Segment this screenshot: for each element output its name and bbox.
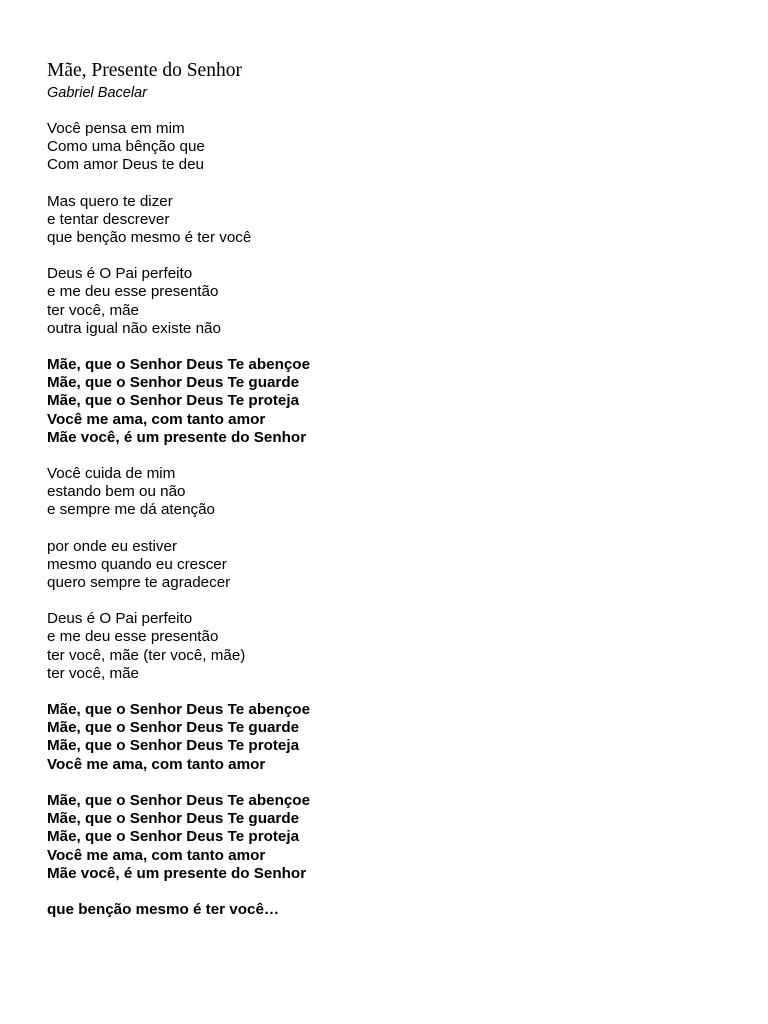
chorus-stanza xyxy=(47,901,727,919)
lyric-line: quero sempre te agradecer xyxy=(47,574,231,592)
lyric-line: por onde eu estiver xyxy=(47,537,178,555)
lyric-line: Mãe, que o Senhor Deus Te proteja xyxy=(47,737,300,755)
song-title: Mãe, Presente do Senhor xyxy=(47,60,242,81)
lyric-line: e sempre me dá atenção xyxy=(47,501,216,519)
lyric-line: mesmo quando eu crescer xyxy=(47,555,227,573)
lyric-line: Mãe, que o Senhor Deus Te abençoe xyxy=(47,791,311,809)
lyric-line: Mãe, que o Senhor Deus Te proteja xyxy=(47,392,300,410)
lyric-line: e me deu esse presentão xyxy=(47,283,219,301)
verse-stanza xyxy=(47,120,727,175)
lyric-line: Mãe, que o Senhor Deus Te proteja xyxy=(47,828,300,846)
lyric-line: Deus é O Pai perfeito xyxy=(47,265,193,283)
lyric-line: Deus é O Pai perfeito xyxy=(47,610,193,628)
lyric-line: que benção mesmo é ter você xyxy=(47,229,252,247)
lyric-line: Você pensa em mim xyxy=(47,120,185,137)
lyric-line: ter você, mãe xyxy=(47,664,140,682)
lyric-line: e me deu esse presentão xyxy=(47,628,219,646)
document-page xyxy=(47,58,727,937)
song-author: Gabriel Bacelar xyxy=(47,85,147,101)
lyric-line: estando bem ou não xyxy=(47,483,186,501)
lyrics-body xyxy=(47,120,727,919)
lyric-line: que benção mesmo é ter você… xyxy=(47,900,280,918)
lyric-line: Você cuida de mim xyxy=(47,465,176,483)
verse-stanza xyxy=(47,193,727,248)
lyric-line: Com amor Deus te deu xyxy=(47,156,205,174)
chorus-stanza xyxy=(47,701,727,774)
lyric-line: Mãe, que o Senhor Deus Te guarde xyxy=(47,374,300,392)
lyric-line: Mãe, que o Senhor Deus Te abençoe xyxy=(47,701,311,719)
verse-stanza xyxy=(47,465,727,520)
lyric-line: Mãe você, é um presente do Senhor xyxy=(47,428,307,446)
lyric-line: Mãe, que o Senhor Deus Te guarde xyxy=(47,719,300,737)
lyric-line: Mãe, que o Senhor Deus Te guarde xyxy=(47,810,300,828)
lyric-line: Você me ama, com tanto amor xyxy=(47,846,266,864)
lyric-line: Mãe, que o Senhor Deus Te abençoe xyxy=(47,356,311,374)
lyric-line: ter você, mãe xyxy=(47,301,140,319)
chorus-stanza xyxy=(47,356,727,447)
lyric-line: outra igual não existe não xyxy=(47,319,221,337)
lyric-line: Você me ama, com tanto amor xyxy=(47,410,266,428)
verse-stanza xyxy=(47,538,727,593)
lyric-line: Mas quero te dizer xyxy=(47,192,173,210)
lyric-line: Como uma bênção que xyxy=(47,138,205,156)
lyric-line: e tentar descrever xyxy=(47,210,170,228)
verse-stanza xyxy=(47,610,727,683)
lyric-line: Mãe você, é um presente do Senhor xyxy=(47,864,307,882)
verse-stanza xyxy=(47,265,727,338)
lyric-line: Você me ama, com tanto amor xyxy=(47,755,266,773)
lyric-line: ter você, mãe (ter você, mãe) xyxy=(47,646,246,664)
chorus-stanza xyxy=(47,792,727,883)
